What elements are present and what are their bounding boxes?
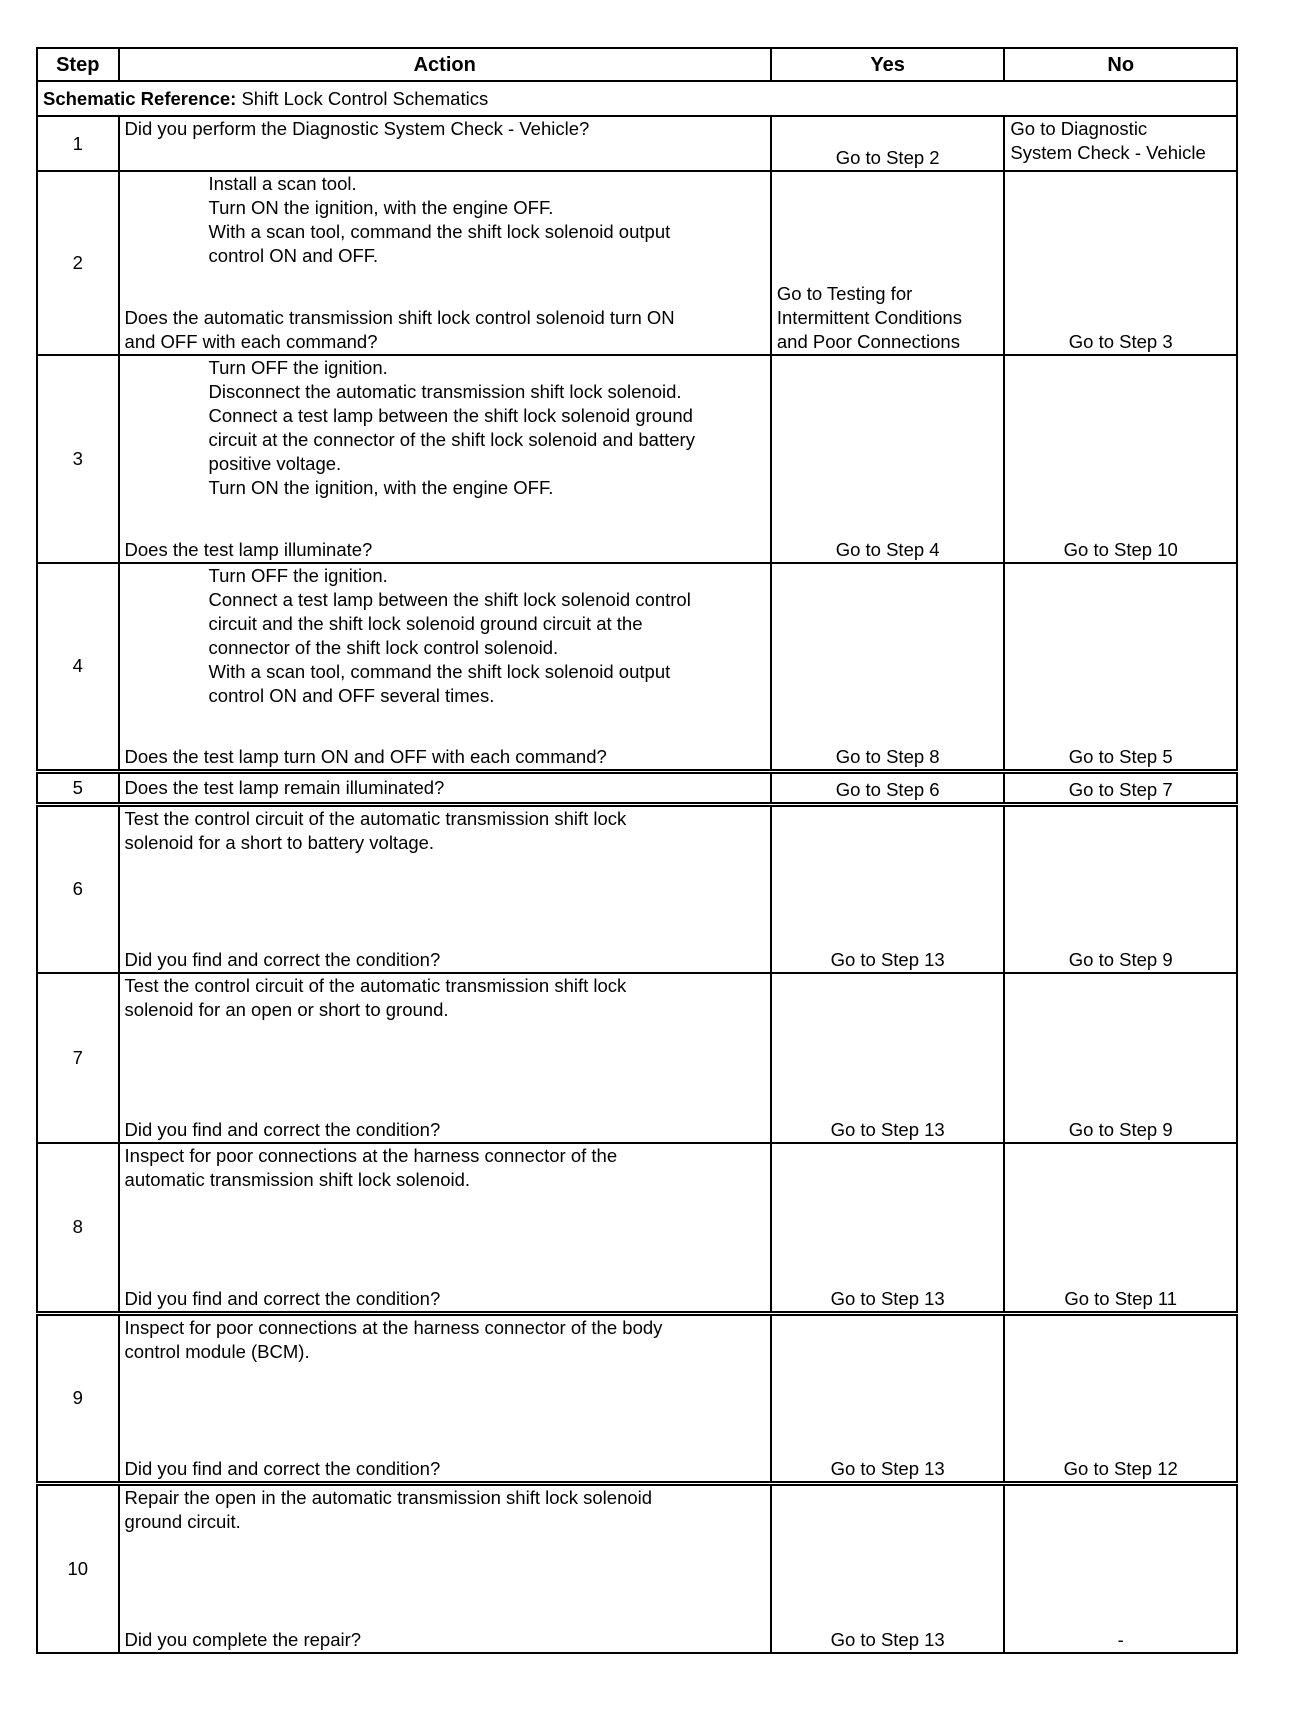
step-number: 1 [37,116,119,171]
instruction: control ON and OFF several times. [208,685,495,706]
yes-line: and Poor Connections [776,331,960,352]
action-text: Test the control circuit of the automatic transmission shift lock [124,975,627,996]
question: Did you find and correct the condition? [124,949,441,970]
no-cell: Go to Step 9 [1004,973,1237,1143]
no-cell: Go to Step 3 [1004,171,1237,355]
schematic-reference [37,81,1237,116]
diagnostic-table [36,47,1238,1654]
action-cell [119,1483,771,1653]
action-text: control module (BCM). [124,1340,310,1362]
yes-cell [771,171,1005,355]
header-step: Step [37,48,119,81]
header-row [37,48,1237,81]
no-cell: Go to Step 10 [1004,355,1237,563]
instruction: Connect a test lamp between the shift lock solenoid control [208,589,691,610]
action-text: solenoid for an open or short to ground. [124,999,449,1020]
schematic-value: Shift Lock Control Schematics [241,87,489,109]
table-row [37,116,1237,171]
action-cell [119,804,771,973]
instruction: connector of the shift lock control solenoid. [208,637,559,658]
instruction: circuit and the shift lock solenoid ground circuit at the [208,613,643,634]
instruction: Turn ON the ignition, with the engine OFF. [208,477,554,498]
question: Did you find and correct the condition? [124,1287,441,1309]
action-cell [119,116,771,171]
instruction-list [125,564,765,708]
yes-cell: Go to Step 2 [771,116,1005,171]
instruction-list [125,172,765,268]
action-text: Inspect for poor connections at the harness connector of the [124,1145,618,1166]
no-cell [1004,116,1237,171]
question: Does the test lamp turn ON and OFF with each command? [124,745,607,767]
yes-cell: Go to Step 13 [771,1143,1005,1313]
action-text: Repair the open in the automatic transmission shift lock solenoid [124,1486,653,1508]
action-text: Inspect for poor connections at the harness connector of the body [124,1316,663,1338]
table-row [37,1143,1237,1313]
action-cell [119,1313,771,1483]
instruction: circuit at the connector of the shift lock solenoid and battery [208,429,695,450]
question-line: and OFF with each command? [124,331,378,352]
no-cell: Go to Step 11 [1004,1143,1237,1313]
yes-cell: Go to Step 13 [771,1483,1005,1653]
question-line: Does the automatic transmission shift lock control solenoid turn ON [124,307,675,328]
instruction: Connect a test lamp between the shift lock solenoid ground [208,405,693,426]
schematic-label: Schematic Reference: [43,87,237,109]
yes-cell: Go to Step 13 [771,1313,1005,1483]
table-row [37,771,1237,804]
no-cell: Go to Step 5 [1004,563,1237,771]
no-cell: - [1004,1483,1237,1653]
question: Did you perform the Diagnostic System Check - Vehicle? [124,118,590,139]
table-row [37,804,1237,973]
schematic-row [37,81,1237,116]
yes-cell: Go to Step 6 [771,771,1005,804]
action-text: solenoid for a short to battery voltage. [124,831,435,853]
table-row [37,1483,1237,1653]
no-line: Go to Diagnostic [1010,118,1148,139]
instruction: Install a scan tool. [208,173,357,194]
step-number: 5 [37,771,119,804]
yes-cell: Go to Step 4 [771,355,1005,563]
step-number: 2 [37,171,119,355]
instruction: Turn OFF the ignition. [208,357,388,378]
instruction: Disconnect the automatic transmission shift lock solenoid. [208,381,682,402]
instruction: control ON and OFF. [208,245,379,266]
no-line: System Check - Vehicle [1010,142,1206,163]
action-cell [119,355,771,563]
question [125,306,765,354]
no-cell: Go to Step 7 [1004,771,1237,804]
action-cell [119,563,771,771]
header-action: Action [119,48,771,81]
instruction: Turn ON the ignition, with the engine OFF. [208,197,554,218]
instruction: With a scan tool, command the shift lock solenoid output [208,221,671,242]
no-cell: Go to Step 9 [1004,804,1237,973]
instruction-list [125,356,765,500]
question: Does the test lamp remain illuminated? [119,771,771,804]
step-number: 9 [37,1313,119,1483]
action-text: automatic transmission shift lock solenoid. [124,1169,471,1190]
action-text: ground circuit. [124,1510,241,1532]
table-row [37,171,1237,355]
header-no: No [1004,48,1237,81]
question: Did you find and correct the condition? [124,1457,441,1479]
instruction: Turn OFF the ignition. [208,565,388,586]
yes-cell: Go to Step 13 [771,973,1005,1143]
action-text: Test the control circuit of the automatic transmission shift lock [124,807,627,829]
yes-cell: Go to Step 13 [771,804,1005,973]
table-row [37,563,1237,771]
step-number: 10 [37,1483,119,1653]
instruction: With a scan tool, command the shift lock solenoid output [208,661,671,682]
action-cell [119,171,771,355]
step-number: 7 [37,973,119,1143]
yes-line: Intermittent Conditions [776,307,962,328]
question: Did you find and correct the condition? [124,1119,441,1140]
instruction: positive voltage. [208,453,342,474]
yes-line: Go to Testing for [776,283,913,304]
step-number: 4 [37,563,119,771]
step-number: 8 [37,1143,119,1313]
no-cell: Go to Step 12 [1004,1313,1237,1483]
table-row [37,1313,1237,1483]
question: Does the test lamp illuminate? [124,539,373,560]
action-cell [119,973,771,1143]
table-row [37,355,1237,563]
step-number: 6 [37,804,119,973]
table-row [37,973,1237,1143]
step-number: 3 [37,355,119,563]
header-yes: Yes [771,48,1005,81]
question: Did you complete the repair? [124,1629,362,1650]
action-cell [119,1143,771,1313]
yes-cell: Go to Step 8 [771,563,1005,771]
